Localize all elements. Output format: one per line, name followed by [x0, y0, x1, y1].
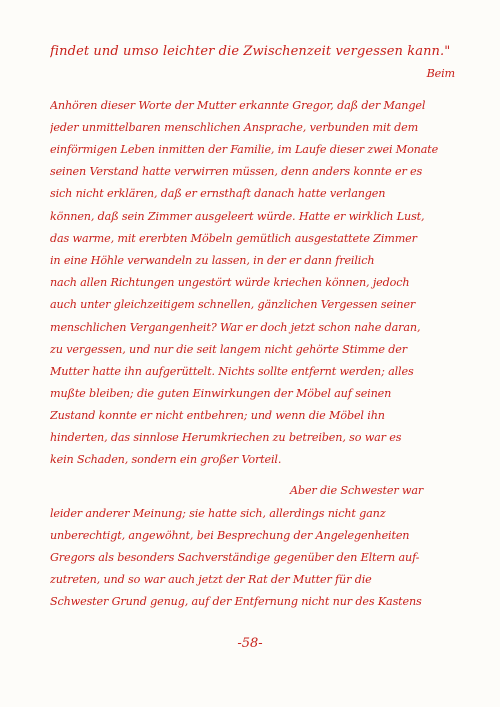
text-line: unberechtigt, angewöhnt, bei Besprechung der Angelegenheiten — [50, 529, 410, 542]
text-line: Gregors als besonders Sachverständige gegenüber den Eltern auf- — [50, 551, 420, 564]
text-line: mußte bleiben; die guten Einwirkungen der Möbel auf seinen — [50, 387, 392, 400]
text-line: Aber die Schwester war — [290, 484, 424, 497]
text-line: jeder unmittelbaren menschlichen Ansprache, verbunden mit dem — [50, 121, 419, 134]
text-line: das warme, mit ererbten Möbeln gemütlich ausgestattete Zimmer — [50, 232, 417, 245]
text-line: sich nicht erklären, daß er ernsthaft danach hatte verlangen — [50, 187, 386, 200]
text-line: hinderten, das sinnlose Herumkriechen zu betreiben, so war es — [50, 431, 402, 444]
text-line: Zustand konnte er nicht entbehren; und wenn die Möbel ihn — [50, 409, 385, 422]
text-line: kein Schaden, sondern ein großer Vorteil. — [50, 453, 282, 466]
text-line: Mutter hatte ihn aufgerüttelt. Nichts sollte entfernt werden; alles — [50, 365, 414, 378]
text-line: können, daß sein Zimmer ausgeleert würde. Hatte er wirklich Lust, — [50, 210, 425, 223]
text-line: zu vergessen, und nur die seit langem nicht gehörte Stimme der — [50, 343, 407, 356]
text-line: findet und umso leichter die Zwischenzeit vergessen kann." — [50, 45, 451, 59]
text-line: auch unter gleichzeitigem schnellen, gänzlichen Vergessen seiner — [50, 298, 416, 311]
text-line: zutreten, und so war auch jetzt der Rat der Mutter für die — [50, 573, 372, 586]
text-line: Schwester Grund genug, auf der Entfernung nicht nur des Kastens — [50, 595, 422, 608]
text-line: leider anderer Meinung; sie hatte sich, allerdings nicht ganz — [50, 507, 386, 520]
text-line: in eine Höhle verwandeln zu lassen, in der er dann freilich — [50, 254, 375, 267]
text-line: einförmigen Leben inmitten der Familie, im Laufe dieser zwei Monate — [50, 143, 439, 156]
text-line: menschlichen Vergangenheit? War er doch jetzt schon nahe daran, — [50, 321, 421, 334]
text-line: Anhören dieser Worte der Mutter erkannte Gregor, daß der Mangel — [50, 99, 426, 112]
text-line: nach allen Richtungen ungestört würde kriechen können, jedoch — [50, 276, 410, 289]
text-line: Beim — [426, 67, 455, 80]
page-number: -58- — [237, 636, 263, 651]
text-line: seinen Verstand hatte verwirren müssen, denn anders konnte er es — [50, 165, 423, 178]
